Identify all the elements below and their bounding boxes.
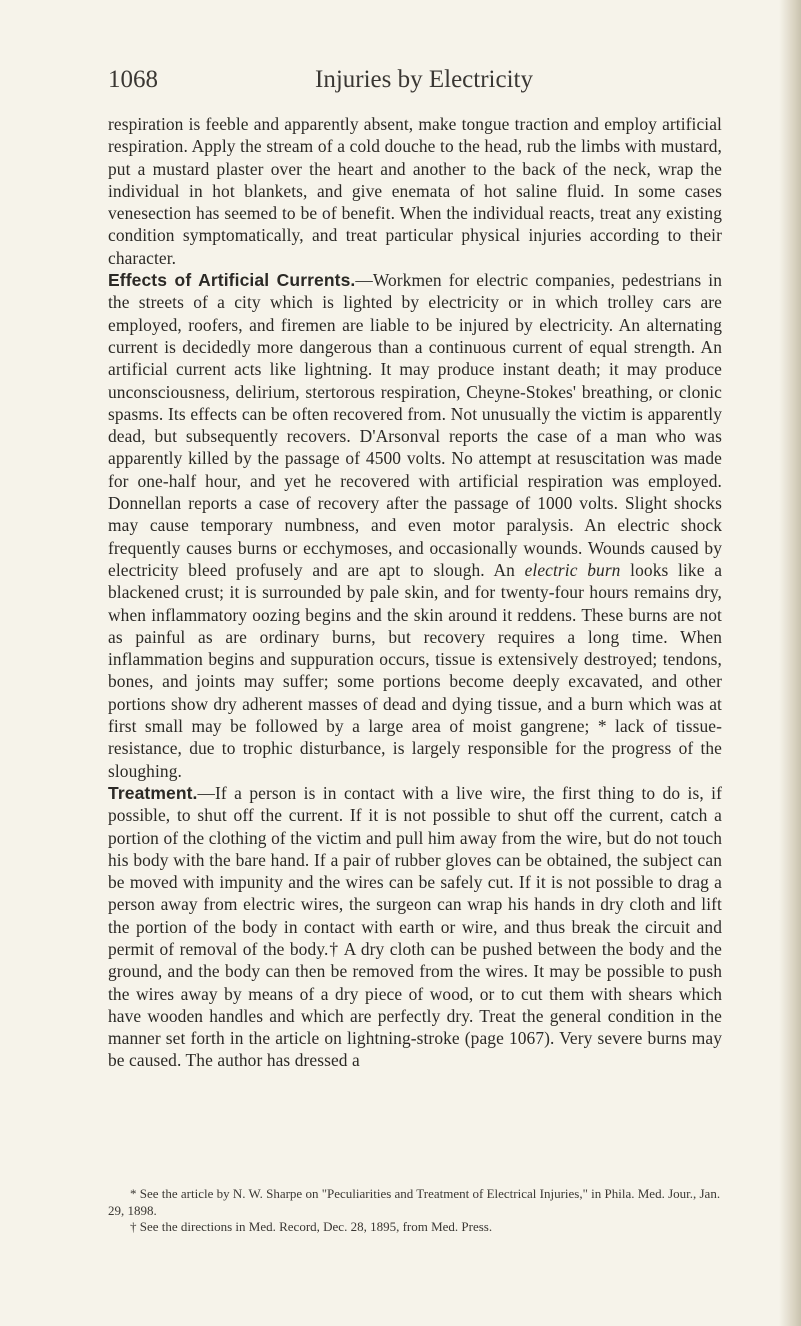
paragraph-effects-text-a: Workmen for electric companies, pedestrians in the streets of a city which is lighted by electricity or in which trolley cars are employed, roofers, and firemen are liable to be injured by electricity. An alternating current is decidedly more dangerous than a continuous current of equal strength. An artificial current acts like lightning. It may produce instant death; it may produce unconsciousness, delirium, stertorous respiration, Cheyne-Stokes' breathing, or clonic spasms. Its effects can be often recovered from. Not unusually the victim is apparently dead, but subsequently recovers. D'Arsonval reports the case of a man who was apparently killed by the passage of 4500 volts. No attempt at resuscitation was made for one-half hour, and yet he recovered with artificial respiration was employed. Donnellan reports a case of recovery after the passage of 1000 volts. Slight shocks may cause temporary numbness, and even motor paralysis. An electric shock frequently causes burns or ecchymoses, and occasionally wounds. Wounds caused by electricity bleed profusely and are apt to slough. An <box>108 270 722 580</box>
footnotes <box>108 1186 722 1236</box>
page-number: 1068 <box>108 66 158 93</box>
page-header <box>108 62 708 98</box>
paragraph-treatment: Treatment.—If a person is in contact with a live wire, the first thing to do is, if possible, to shut off the current. If it is not possible to shut off the current, catch a portion of the clothing of the victim and pull him away from the wire, but do not touch his body with the bare hand. If a pair of rubber gloves can be obtained, the subject can be moved with impunity and the wires can be safely cut. If it is not possible to drag a person away from electric wires, the surgeon can wrap his hands in dry cloth and lift the portion of the body in contact with earth or wire, and thus break the circuit and permit of removal of the body.† A dry cloth can be pushed between the body and the ground, and the body can then be removed from the wires. It may be possible to push the wires away by means of a dry piece of wood, or to cut them with shears which have wooden handles and which are perfectly dry. Treat the general condition in the manner set forth in the article on lightning-stroke (page 1067). Very severe burns may be caused. The author has dressed a <box>108 782 722 1071</box>
heading-effects: Effects of Artificial Currents. <box>108 270 356 291</box>
heading-treatment: Treatment. <box>108 782 198 803</box>
running-title: Injuries by Electricity <box>315 66 533 93</box>
page-edge-shadow <box>779 0 801 1326</box>
paragraph-treatment-text: If a person is in contact with a live wire, the first thing to do is, if possible, to shut off the current. If it is not possible to shut off the current, catch a portion of the clothing of the victim and pull him away from the wire, but do not touch his body with the bare hand. If a pair of rubber gloves can be obtained, the subject can be moved with impunity and the wires can be safely cut. If it is not possible to drag a person away from electric wires, the surgeon can wrap his hands in dry cloth and lift the portion of the body in contact with earth or wire, and thus break the circuit and permit of removal of the body.† A dry cloth can be pushed between the body and the ground, and the body can then be removed from the wires. It may be possible to push the wires away by means of a dry piece of wood, or to cut them with shears which have wooden handles and which are perfectly dry. Treat the general condition in the manner set forth in the article on lightning-stroke (page 1067). Very severe burns may be caused. The author has dressed a <box>108 782 722 1071</box>
footnote-med-record: † See the directions in Med. Record, Dec. 28, 1895, from Med. Press. <box>130 1219 493 1234</box>
term-electric-burn: electric burn <box>524 559 621 580</box>
paragraph-effects: Effects of Artificial Currents.—Workmen for electric companies, pedestrians in the streets of a city which is lighted by electricity or in which trolley cars are employed, roofers, and firemen are liable to be injured by electricity. An alternating current is decidedly more dangerous than a continuous current of equal strength. An artificial current acts like lightning. It may produce instant death; it may produce unconsciousness, delirium, stertorous respiration, Cheyne-Stokes' breathing, or clonic spasms. Its effects can be often recovered from. Not unusually the victim is apparently dead, but subsequently recovers. D'Arsonval reports the case of a man who was apparently killed by the passage of 4500 volts. No attempt at resuscitation was made for one-half hour, and yet he recovered with artificial respiration was employed. Donnellan reports a case of recovery after the passage of 1000 volts. Slight shocks may cause temporary numbness, and even motor paralysis. An electric shock frequently causes burns or ecchymoses, and occasionally wounds. Wounds caused by electricity bleed profusely and are apt to slough. An electric burn looks like a blackened crust; it is surrounded by pale skin, and for twenty-four hours remains dry, when inflammatory oozing begins and the skin around it reddens. These burns are not as painful as are ordinary burns, but recovery requires a long time. When inflammation begins and suppuration occurs, tissue is extensively destroyed; tendons, bones, and joints may suffer; some portions become deeply excavated, and other portions show dry adherent masses of dead and dying tissue, and a burn which was at first small may be followed by a large area of moist gangrene; * lack of tissue-resistance, due to trophic disturbance, is largely responsible for the progress of the sloughing. <box>108 270 723 781</box>
paragraph-effects-text-b: looks like a blackened crust; it is surrounded by pale skin, and for twenty-four hours remains dry, when inflammatory oozing begins and the skin around it reddens. These burns are not as painful as are ordinary burns, but recovery requires a long time. When inflammation begins and suppuration occurs, tissue is extensively destroyed; tendons, bones, and joints may suffer; some portions become deeply excavated, and other portions show dry adherent masses of dead and dying tissue, and a burn which was at first small may be followed by a large area of moist gangrene; * lack of tissue-resistance, due to trophic disturbance, is largely responsible for the progress of the sloughing. <box>108 559 723 781</box>
body-text <box>108 113 722 1072</box>
paragraph-respiration: respiration is feeble and apparently absent, make tongue traction and employ artificial respiration. Apply the stream of a cold douche to the head, rub the limbs with mustard, put a mustard plaster over the heart and another to the back of the neck, wrap the individual in hot blankets, and give enemata of hot saline fluid. In some cases venesection has seemed to be of benefit. When the individual reacts, treat any existing condition symptomatically, and treat particular physical injuries according to their character. <box>108 114 722 268</box>
footnote-sharpe: * See the article by N. W. Sharpe on "Peculiarities and Treatment of Electrical Injuries," in Phila. Med. Jour., Jan. 29, 1898. <box>108 1186 721 1218</box>
